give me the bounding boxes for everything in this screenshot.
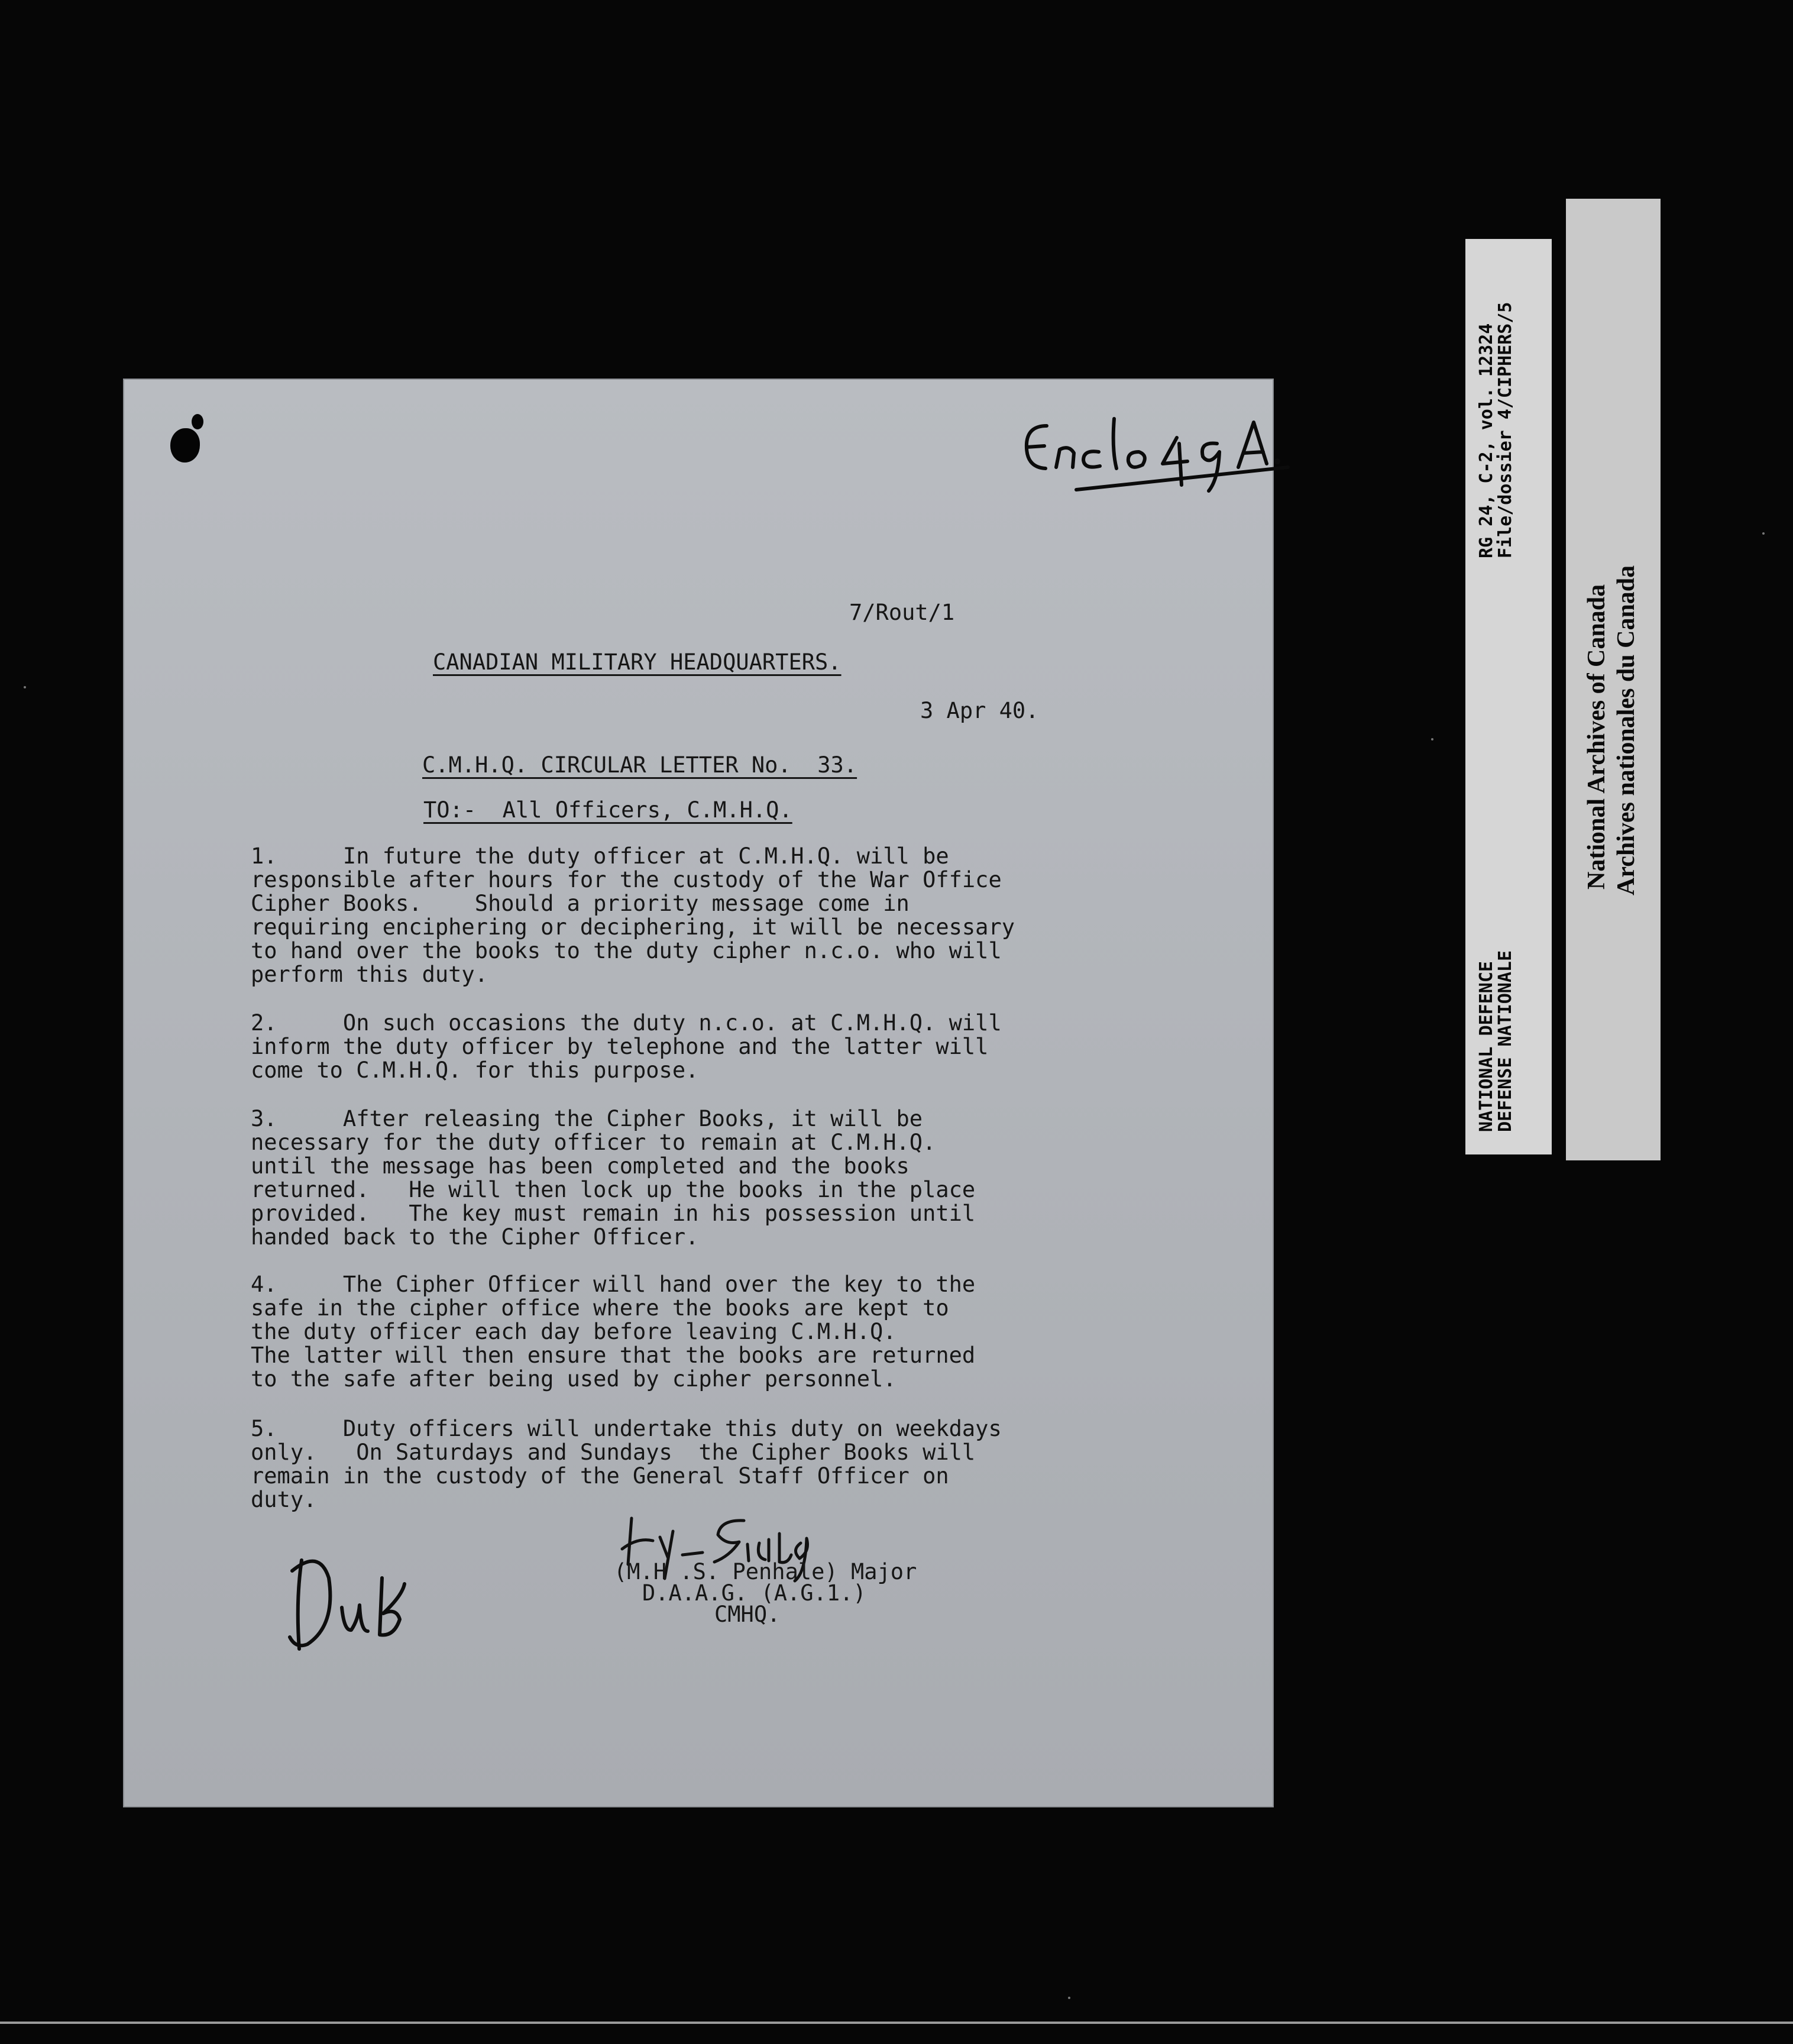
handwritten-enclosure-annotation (1010, 402, 1365, 503)
paragraph-line: the duty officer each day before leaving C.M.H.Q. (251, 1319, 897, 1344)
paragraph-line: to the safe after being used by cipher personnel. (251, 1366, 897, 1392)
paragraph-line: 3. After releasing the Cipher Books, it will be (251, 1106, 923, 1131)
handwritten-initials (278, 1542, 432, 1661)
paragraph-line: 5. Duty officers will undertake this duty on weekdays (251, 1416, 1002, 1441)
paragraph-line: requiring enciphering or deciphering, it will be necessary (251, 914, 1015, 940)
circular-letter-title: C.M.H.Q. CIRCULAR LETTER No. 33. (422, 752, 857, 778)
paragraph-line: inform the duty officer by telephone and the latter will (251, 1034, 989, 1059)
film-frame-edge (0, 2022, 1793, 2024)
paragraph-line: remain in the custody of the General Staff Officer on (251, 1463, 949, 1489)
paragraph-line: 4. The Cipher Officer will hand over the key to the (251, 1272, 976, 1297)
paragraph-line: to hand over the books to the duty cipher n.c.o. who will (251, 938, 1002, 963)
paragraph-line: duty. (251, 1487, 317, 1512)
punch-hole-fragment (192, 414, 203, 429)
paragraph-line: handed back to the Cipher Officer. (251, 1224, 699, 1250)
paragraph-line: 2. On such occasions the duty n.c.o. at C.M.H.Q. will (251, 1010, 1002, 1036)
national-archives-label (1566, 199, 1661, 1160)
document-page (123, 379, 1274, 1807)
paragraph-line: provided. The key must remain in his possession until (251, 1201, 976, 1226)
paragraph-line: perform this duty. (251, 962, 488, 987)
paragraph-5 (251, 1417, 1150, 1512)
archive-reference-line2: File/dossier 4/CIPHERS/5 (1495, 302, 1516, 558)
paragraph-line: Cipher Books. Should a priority message come in (251, 891, 910, 916)
signatory-title: D.A.A.G. (A.G.1.) (642, 1580, 866, 1606)
file-reference: 7/Rout/1 (849, 600, 955, 625)
headquarters-heading: CANADIAN MILITARY HEADQUARTERS. (433, 649, 842, 675)
signatory-name: (M.H .S. Penhale) Major (614, 1559, 917, 1584)
paragraph-line: safe in the cipher office where the books are kept to (251, 1295, 949, 1321)
paragraph-3 (251, 1107, 1150, 1249)
archives-name-french: Archives nationales du Canada (1613, 565, 1640, 895)
paragraph-line: until the message has been completed and the books (251, 1153, 910, 1179)
archive-reference-line1: RG 24, C-2, vol. 12324 (1476, 323, 1497, 558)
department-french: DEFENSE NATIONALE (1495, 950, 1516, 1132)
paragraph-line: The latter will then ensure that the books are returned (251, 1343, 976, 1368)
paragraph-line: only. On Saturdays and Sundays the Cipher Books will (251, 1440, 976, 1465)
paragraph-line: responsible after hours for the custody of the War Office (251, 867, 1002, 892)
paragraph-line: returned. He will then lock up the books in the place (251, 1177, 976, 1202)
letter-date: 3 Apr 40. (920, 698, 1039, 723)
archive-reference-label (1465, 239, 1552, 1154)
department-english: NATIONAL DEFENCE (1476, 961, 1497, 1132)
paragraph-4 (251, 1273, 1150, 1391)
paragraph-2 (251, 1011, 1150, 1082)
archives-name-english: National Archives of Canada (1583, 584, 1610, 890)
paragraph-line: come to C.M.H.Q. for this purpose. (251, 1057, 699, 1083)
recipient-line: TO:- All Officers, C.M.H.Q. (423, 797, 792, 823)
paragraph-line: necessary for the duty officer to remain at C.M.H.Q. (251, 1130, 936, 1155)
paragraph-1 (251, 845, 1150, 987)
paragraph-line: 1. In future the duty officer at C.M.H.Q. will be (251, 843, 949, 869)
signatory-unit: CMHQ. (714, 1602, 781, 1627)
punch-hole (170, 428, 200, 463)
